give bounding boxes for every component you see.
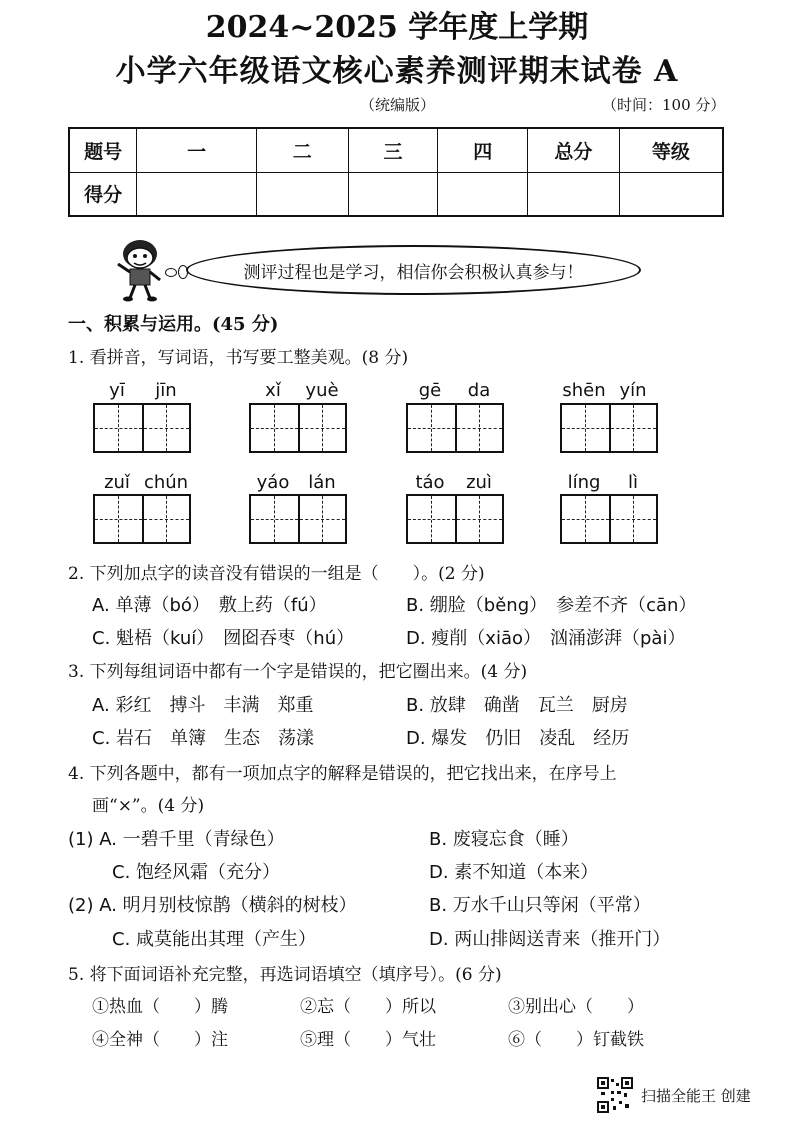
score-row-label: 得分: [69, 172, 137, 216]
score-header-cell: 一: [137, 128, 257, 172]
pinyin-label: yī: [109, 380, 125, 401]
question-2-option-a[interactable]: A. 单薄（bó） 敷上药（fú）: [92, 595, 327, 616]
score-header-cell: 等级: [619, 128, 723, 172]
score-input-cell[interactable]: [137, 172, 257, 216]
pinyin-label: da: [467, 380, 491, 401]
score-input-cell[interactable]: [438, 172, 528, 216]
exam-title: 小学六年级语文核心素养测评期末试卷 A: [115, 54, 679, 89]
question-5-item-6[interactable]: ⑥（ ）钉截铁: [508, 1030, 644, 1050]
question-4-group1-option-c[interactable]: C. 饱经风霜（充分）: [112, 862, 281, 883]
score-table-score-row: [69, 172, 723, 216]
score-input-cell[interactable]: [348, 172, 438, 216]
pinyin-label: yuè: [305, 380, 339, 401]
writing-grid[interactable]: [249, 494, 347, 544]
pinyin-label: lì: [627, 472, 638, 493]
pinyin-label: gē: [418, 380, 442, 401]
writing-grid[interactable]: [93, 494, 191, 544]
writing-grid[interactable]: [560, 403, 658, 453]
score-table-header-row: [69, 128, 723, 172]
scanner-watermark-text: 扫描全能王 创建: [641, 1086, 751, 1105]
encouragement-text: 测评过程也是学习，相信你会积极认真参与！: [243, 262, 584, 283]
pinyin-label: yáo: [256, 472, 290, 493]
question-4-group2-option-b[interactable]: B. 万水千山只等闲（平常）: [429, 895, 651, 916]
question-4-group2-option-a[interactable]: (2) A. 明月别枝惊鹊（横斜的树枝）: [68, 895, 357, 916]
pinyin-label: chún: [143, 472, 189, 493]
question-4-text-cont: 画“×”。(4 分): [92, 796, 205, 816]
pinyin-label: zuì: [466, 472, 492, 493]
section-1-heading: 一、积累与运用。(45 分): [68, 314, 279, 335]
question-1-text: 1. 看拼音，写词语，书写要工整美观。(8 分): [68, 348, 409, 368]
question-5-text: 5. 将下面词语补充完整，再选词语填空（填序号）。(6 分): [68, 965, 502, 985]
question-4-group2-option-c[interactable]: C. 咸莫能出其理（产生）: [112, 929, 317, 950]
question-5-item-3[interactable]: ③别出心（ ）: [508, 997, 644, 1017]
score-input-cell[interactable]: [256, 172, 348, 216]
score-header-cell: 总分: [528, 128, 620, 172]
score-input-cell[interactable]: [619, 172, 723, 216]
question-2-text: 2. 下列加点字的读音没有错误的一组是（ ）。(2 分): [68, 564, 485, 584]
pinyin-label: lán: [308, 472, 336, 493]
score-table: [68, 127, 724, 217]
scanner-watermark: [597, 1077, 751, 1113]
pinyin-label: líng: [567, 472, 601, 493]
question-3-option-b[interactable]: B. 放肆 确凿 瓦兰 厨房: [406, 695, 628, 716]
exam-title-year: 2024~2025 学年度上学期: [205, 10, 589, 45]
pinyin-label: shēn: [562, 380, 606, 401]
question-4-group2-option-d[interactable]: D. 两山排闼送青来（推开门）: [429, 929, 671, 950]
edition-label: （统编版）: [360, 96, 436, 114]
question-4-text: 4. 下列各题中，都有一项加点字的解释是错误的，把它找出来，在序号上: [68, 764, 617, 784]
pinyin-label: táo: [415, 472, 445, 493]
time-label: （时间：100 分）: [602, 96, 726, 114]
question-4-group1-option-b[interactable]: B. 废寝忘食（睡）: [429, 829, 579, 850]
question-3-option-d[interactable]: D. 爆发 仍旧 凌乱 经历: [406, 728, 630, 749]
question-2-option-d[interactable]: D. 瘦削（xiāo） 汹涌澎湃（pài）: [406, 628, 686, 649]
question-5-item-4[interactable]: ④全神（ ）注: [92, 1030, 228, 1050]
writing-grid[interactable]: [406, 403, 504, 453]
cartoon-boy-icon: [110, 236, 170, 302]
encouragement-bubble: [186, 245, 641, 295]
score-header-cell: 三: [348, 128, 438, 172]
writing-grid[interactable]: [249, 403, 347, 453]
qr-code-icon: [597, 1077, 633, 1113]
question-4-group1-option-a[interactable]: (1) A. 一碧千里（青绿色）: [68, 829, 285, 850]
writing-grid[interactable]: [406, 494, 504, 544]
pinyin-label: xǐ: [265, 380, 281, 401]
question-2-option-b[interactable]: B. 绷脸（běng） 参差不齐（cān）: [406, 595, 697, 616]
pinyin-label: jīn: [155, 380, 177, 401]
question-5-item-1[interactable]: ①热血（ ）腾: [92, 997, 228, 1017]
question-3-option-a[interactable]: A. 彩红 搏斗 丰满 郑重: [92, 695, 314, 716]
question-3-text: 3. 下列每组词语中都有一个字是错误的，把它圈出来。(4 分): [68, 662, 528, 682]
score-header-cell: 题号: [69, 128, 137, 172]
bubble-tail-dot: [165, 268, 177, 277]
question-4-group1-option-d[interactable]: D. 素不知道（本来）: [429, 862, 599, 883]
pinyin-label: yín: [619, 380, 647, 401]
score-header-cell: 二: [256, 128, 348, 172]
writing-grid[interactable]: [93, 403, 191, 453]
pinyin-label: zuǐ: [104, 472, 130, 493]
question-5-item-2[interactable]: ②忘（ ）所以: [300, 997, 436, 1017]
question-3-option-c[interactable]: C. 岩石 单簿 生态 荡漾: [92, 728, 315, 749]
score-input-cell[interactable]: [528, 172, 620, 216]
writing-grid[interactable]: [560, 494, 658, 544]
score-header-cell: 四: [438, 128, 528, 172]
question-5-item-5[interactable]: ⑤理（ ）气壮: [300, 1030, 436, 1050]
question-2-option-c[interactable]: C. 魁梧（kuí） 囫囵吞枣（hú）: [92, 628, 355, 649]
